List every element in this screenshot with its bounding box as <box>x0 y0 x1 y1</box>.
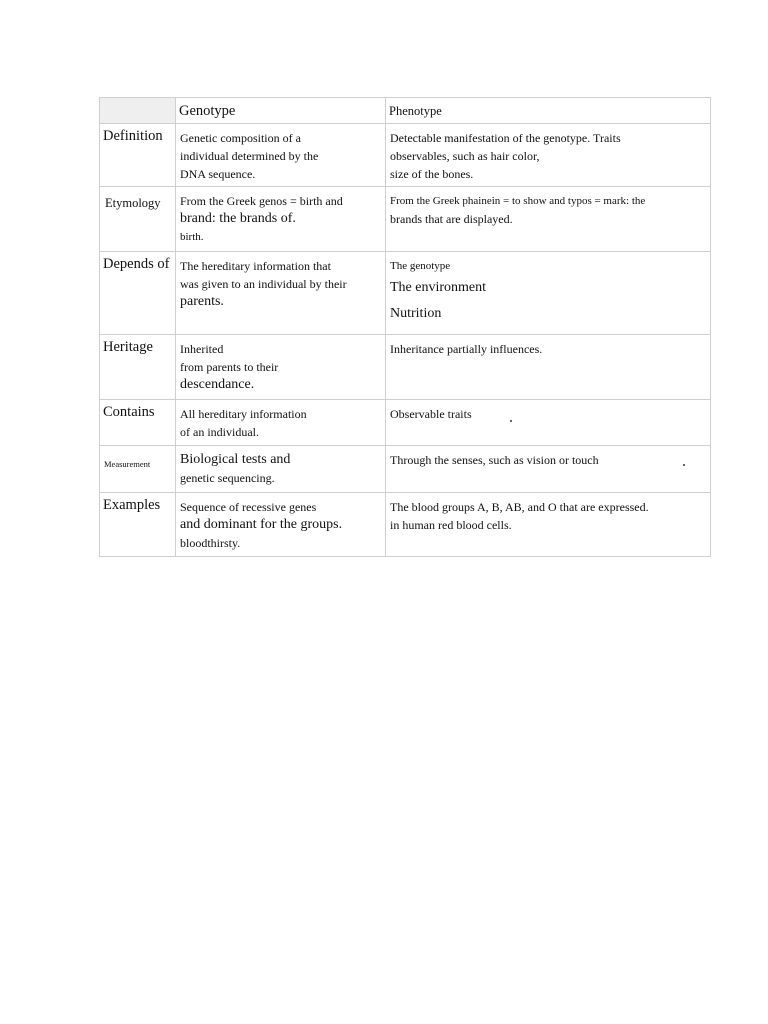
genotype-phenotype-table <box>99 97 711 557</box>
row-label-cell <box>100 493 176 557</box>
row-label-cell <box>100 400 176 446</box>
text-line: Genetic composition of a <box>180 131 301 145</box>
phenotype-cell <box>386 400 711 446</box>
text-line: and dominant for the groups. <box>180 517 343 532</box>
genotype-text <box>176 335 385 394</box>
text-line: genetic sequencing. <box>180 471 275 485</box>
text-line: All hereditary information <box>180 407 307 421</box>
phenotype-text <box>386 187 710 228</box>
phenotype-cell <box>386 252 711 335</box>
stray-dot <box>510 420 512 422</box>
genotype-cell <box>176 400 386 446</box>
text-line: From the Greek phainein = to show and typos = mark: the <box>390 195 646 207</box>
text-line: observables, such as hair color, <box>390 149 540 163</box>
header-genotype: Genotype <box>179 103 236 119</box>
row-label: Etymology <box>105 196 161 210</box>
genotype-text <box>176 252 385 311</box>
stray-dot <box>683 464 685 466</box>
phenotype-text <box>386 446 710 469</box>
text-line: in human red blood cells. <box>390 518 512 532</box>
row-label: Heritage <box>103 339 153 355</box>
phenotype-text <box>386 335 710 358</box>
text-line: Nutrition <box>390 306 442 321</box>
text-line: Detectable manifestation of the genotype. Traits <box>390 131 621 145</box>
text-line: individual determined by the <box>180 149 319 163</box>
genotype-text <box>176 124 385 183</box>
text-line: The hereditary information that <box>180 259 331 273</box>
row-label: Measurement <box>104 459 151 469</box>
text-line: Sequence of recessive genes <box>180 500 317 514</box>
table-row <box>100 124 711 187</box>
table-row <box>100 446 711 493</box>
header-cell-genotype <box>176 98 386 124</box>
phenotype-text <box>386 493 710 534</box>
genotype-text <box>176 400 385 441</box>
row-label-cell <box>100 124 176 187</box>
phenotype-cell <box>386 335 711 400</box>
genotype-cell <box>176 252 386 335</box>
text-line: parents. <box>180 294 224 309</box>
genotype-cell <box>176 187 386 252</box>
text-line: DNA sequence. <box>180 167 256 181</box>
phenotype-cell <box>386 446 711 493</box>
text-line: size of the bones. <box>390 167 474 181</box>
table-row <box>100 400 711 446</box>
genotype-text <box>176 187 385 246</box>
row-label: Depends of <box>103 256 170 272</box>
genotype-cell <box>176 493 386 557</box>
phenotype-text <box>386 124 710 183</box>
row-label: Contains <box>103 404 155 420</box>
text-line: descendance. <box>180 377 255 392</box>
text-line: Observable traits <box>390 407 472 421</box>
row-label: Definition <box>103 128 163 144</box>
row-label-cell <box>100 252 176 335</box>
genotype-text <box>176 446 385 487</box>
text-line: Inheritance partially influences. <box>390 342 543 356</box>
header-phenotype: Phenotype <box>389 104 442 118</box>
text-line: Through the senses, such as vision or touch <box>390 453 599 467</box>
phenotype-cell <box>386 187 711 252</box>
text-line: from parents to their <box>180 360 279 374</box>
phenotype-cell <box>386 124 711 187</box>
text-line: was given to an individual by their <box>180 277 347 291</box>
text-line: of an individual. <box>180 425 259 439</box>
header-corner-cell <box>100 98 176 124</box>
row-label-cell <box>100 335 176 400</box>
text-line: The genotype <box>390 260 451 272</box>
text-line: The environment <box>390 280 487 295</box>
row-label: Examples <box>103 497 161 513</box>
phenotype-text <box>386 400 710 423</box>
text-line: brands that are displayed. <box>390 212 513 226</box>
phenotype-text <box>386 252 710 327</box>
text-line: brand: the brands of. <box>180 211 296 226</box>
table-header-row <box>100 98 711 124</box>
genotype-cell <box>176 446 386 493</box>
text-line: The blood groups A, B, AB, and O that are expressed. <box>390 500 649 514</box>
genotype-cell <box>176 124 386 187</box>
row-label-cell <box>100 187 176 252</box>
table-row <box>100 335 711 400</box>
header-cell-phenotype <box>386 98 711 124</box>
row-label-cell <box>100 446 176 493</box>
table-row <box>100 252 711 335</box>
text-line: Biological tests and <box>180 452 291 467</box>
table-row <box>100 493 711 557</box>
text-line: From the Greek genos = birth and <box>180 194 343 208</box>
text-line: Inherited <box>180 342 224 356</box>
genotype-cell <box>176 335 386 400</box>
genotype-text <box>176 493 385 552</box>
table-row <box>100 187 711 252</box>
phenotype-cell <box>386 493 711 557</box>
text-line: birth. <box>180 231 204 243</box>
text-line: bloodthirsty. <box>180 536 241 550</box>
